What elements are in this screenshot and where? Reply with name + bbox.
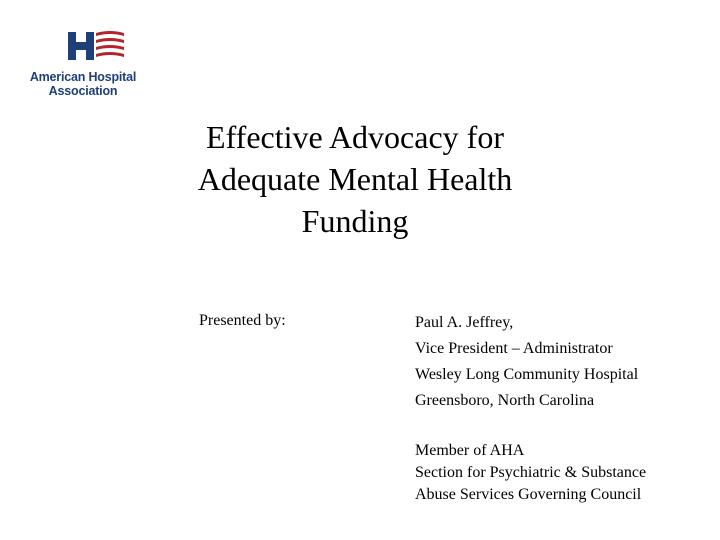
membership-info: [415, 440, 646, 506]
logo-text-line1: American Hospital: [29, 70, 137, 84]
presenter-name: Paul A. Jeffrey,: [415, 314, 514, 331]
title-line: Adequate Mental Health: [197, 161, 513, 197]
presenter-location: Greensboro, North Carolina: [415, 392, 595, 409]
presenter-organization: Wesley Long Community Hospital: [415, 366, 639, 383]
title-line: Funding: [301, 203, 409, 239]
presenter-info: [415, 310, 638, 414]
membership-line: Section for Psychiatric & Substance: [415, 464, 647, 481]
membership-line: Abuse Services Governing Council: [415, 486, 642, 503]
aha-logo: [18, 28, 148, 102]
membership-line: Member of AHA: [415, 442, 525, 459]
presented-by-label: Presented by:: [199, 312, 286, 329]
title-line: Effective Advocacy for: [206, 119, 504, 155]
aha-h-flag-icon: [66, 28, 126, 66]
slide-title: [120, 116, 590, 242]
presenter-title: Vice President – Administrator: [415, 340, 613, 357]
logo-text-line2: Association: [48, 84, 118, 98]
